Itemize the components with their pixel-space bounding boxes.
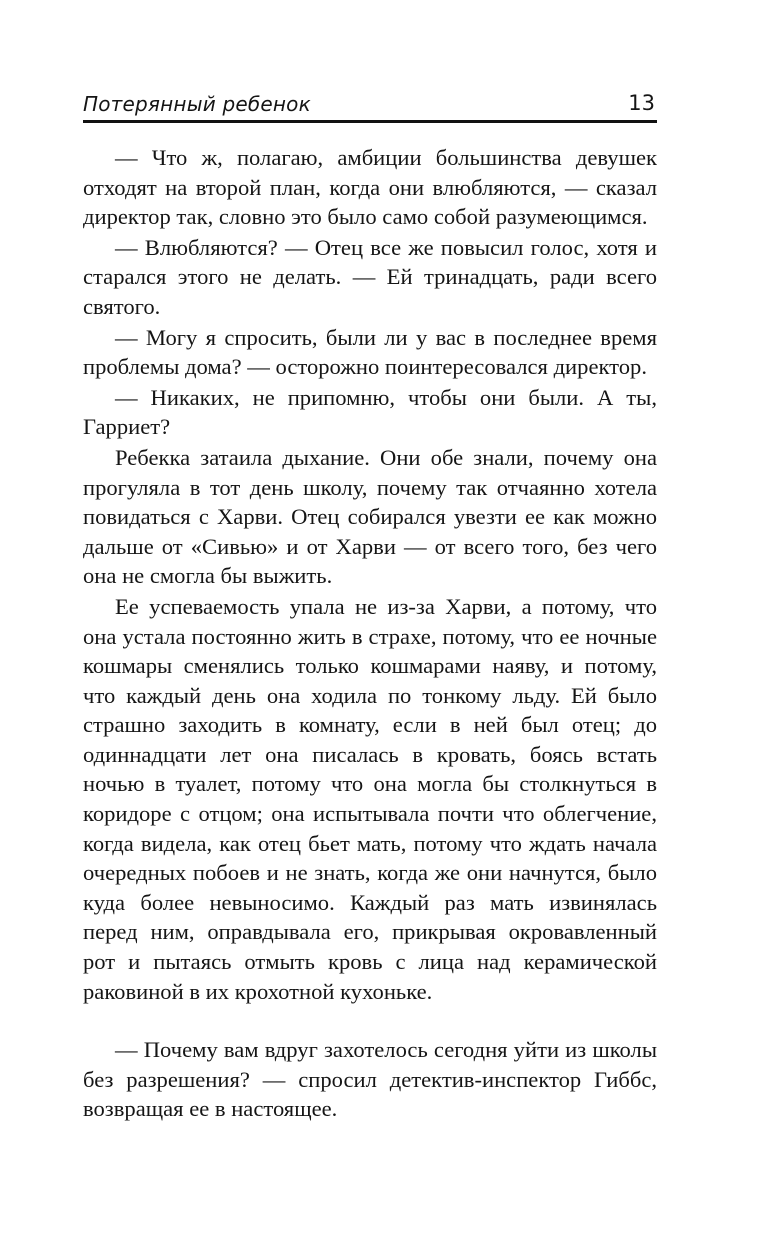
page-number: 13 (628, 91, 655, 115)
book-title: Потерянный ребенок (83, 92, 311, 116)
paragraph: — Что ж, полагаю, амбиции большинства девушек отходят на второй план, когда они влюбляются, — сказал директор так, словно это было само собой разумеющимся. (83, 145, 657, 230)
header-divider (83, 120, 657, 123)
paragraph: Ее успеваемость упала не из-за Харви, а потому, что она устала постоянно жить в страхе, потому, что ее ночные кошмары сменялись только кошмарами наяву, и потому, что каждый день она ходила по тонкому льду. Ей было страшно заходить в комнату, если в ней был отец; до одиннадцати лет она писалась в кровать, боясь встать ночью в туалет, потому что она могла бы столкнуться в коридоре с отцом; она испытывала почти что облегчение, когда видела, как отец бьет мать, потому что ждать начала очередных побоев и не знать, когда же они начнутся, было куда более невыносимо. Каждый раз мать извинялась перед ним, оправдывала его, прикрывая окровавленный рот и пытаясь отмыть кровь с лица над керамической раковиной в их крохотной кухоньке. (83, 593, 657, 1004)
paragraph: — Почему вам вдруг захотелось сегодня уйти из школы без разрешения? — спросил детектив-инспектор Гиббс, возвращая ее в настоящее. (83, 1037, 657, 1122)
running-header (83, 90, 657, 120)
paragraph: — Могу я спросить, были ли у вас в последнее время проблемы дома? — осторожно поинтересовался директор. (83, 324, 657, 380)
body-text (83, 143, 657, 1124)
paragraph: — Влюбляются? — Отец все же повысил голос, хотя и старался этого не делать. — Ей тринадцать, ради всего святого. (83, 234, 657, 319)
paragraph: — Никаких, не припомню, чтобы они были. А ты, Гарриет? (83, 384, 657, 440)
paragraph: Ребекка затаила дыхание. Они обе знали, почему она прогуляла в тот день школу, почему так отчаянно хотела повидаться с Харви. Отец собирался увезти ее как можно дальше от «Сивью» и от Харви — от всего того, без чего она не смогла бы выжить. (83, 444, 657, 589)
